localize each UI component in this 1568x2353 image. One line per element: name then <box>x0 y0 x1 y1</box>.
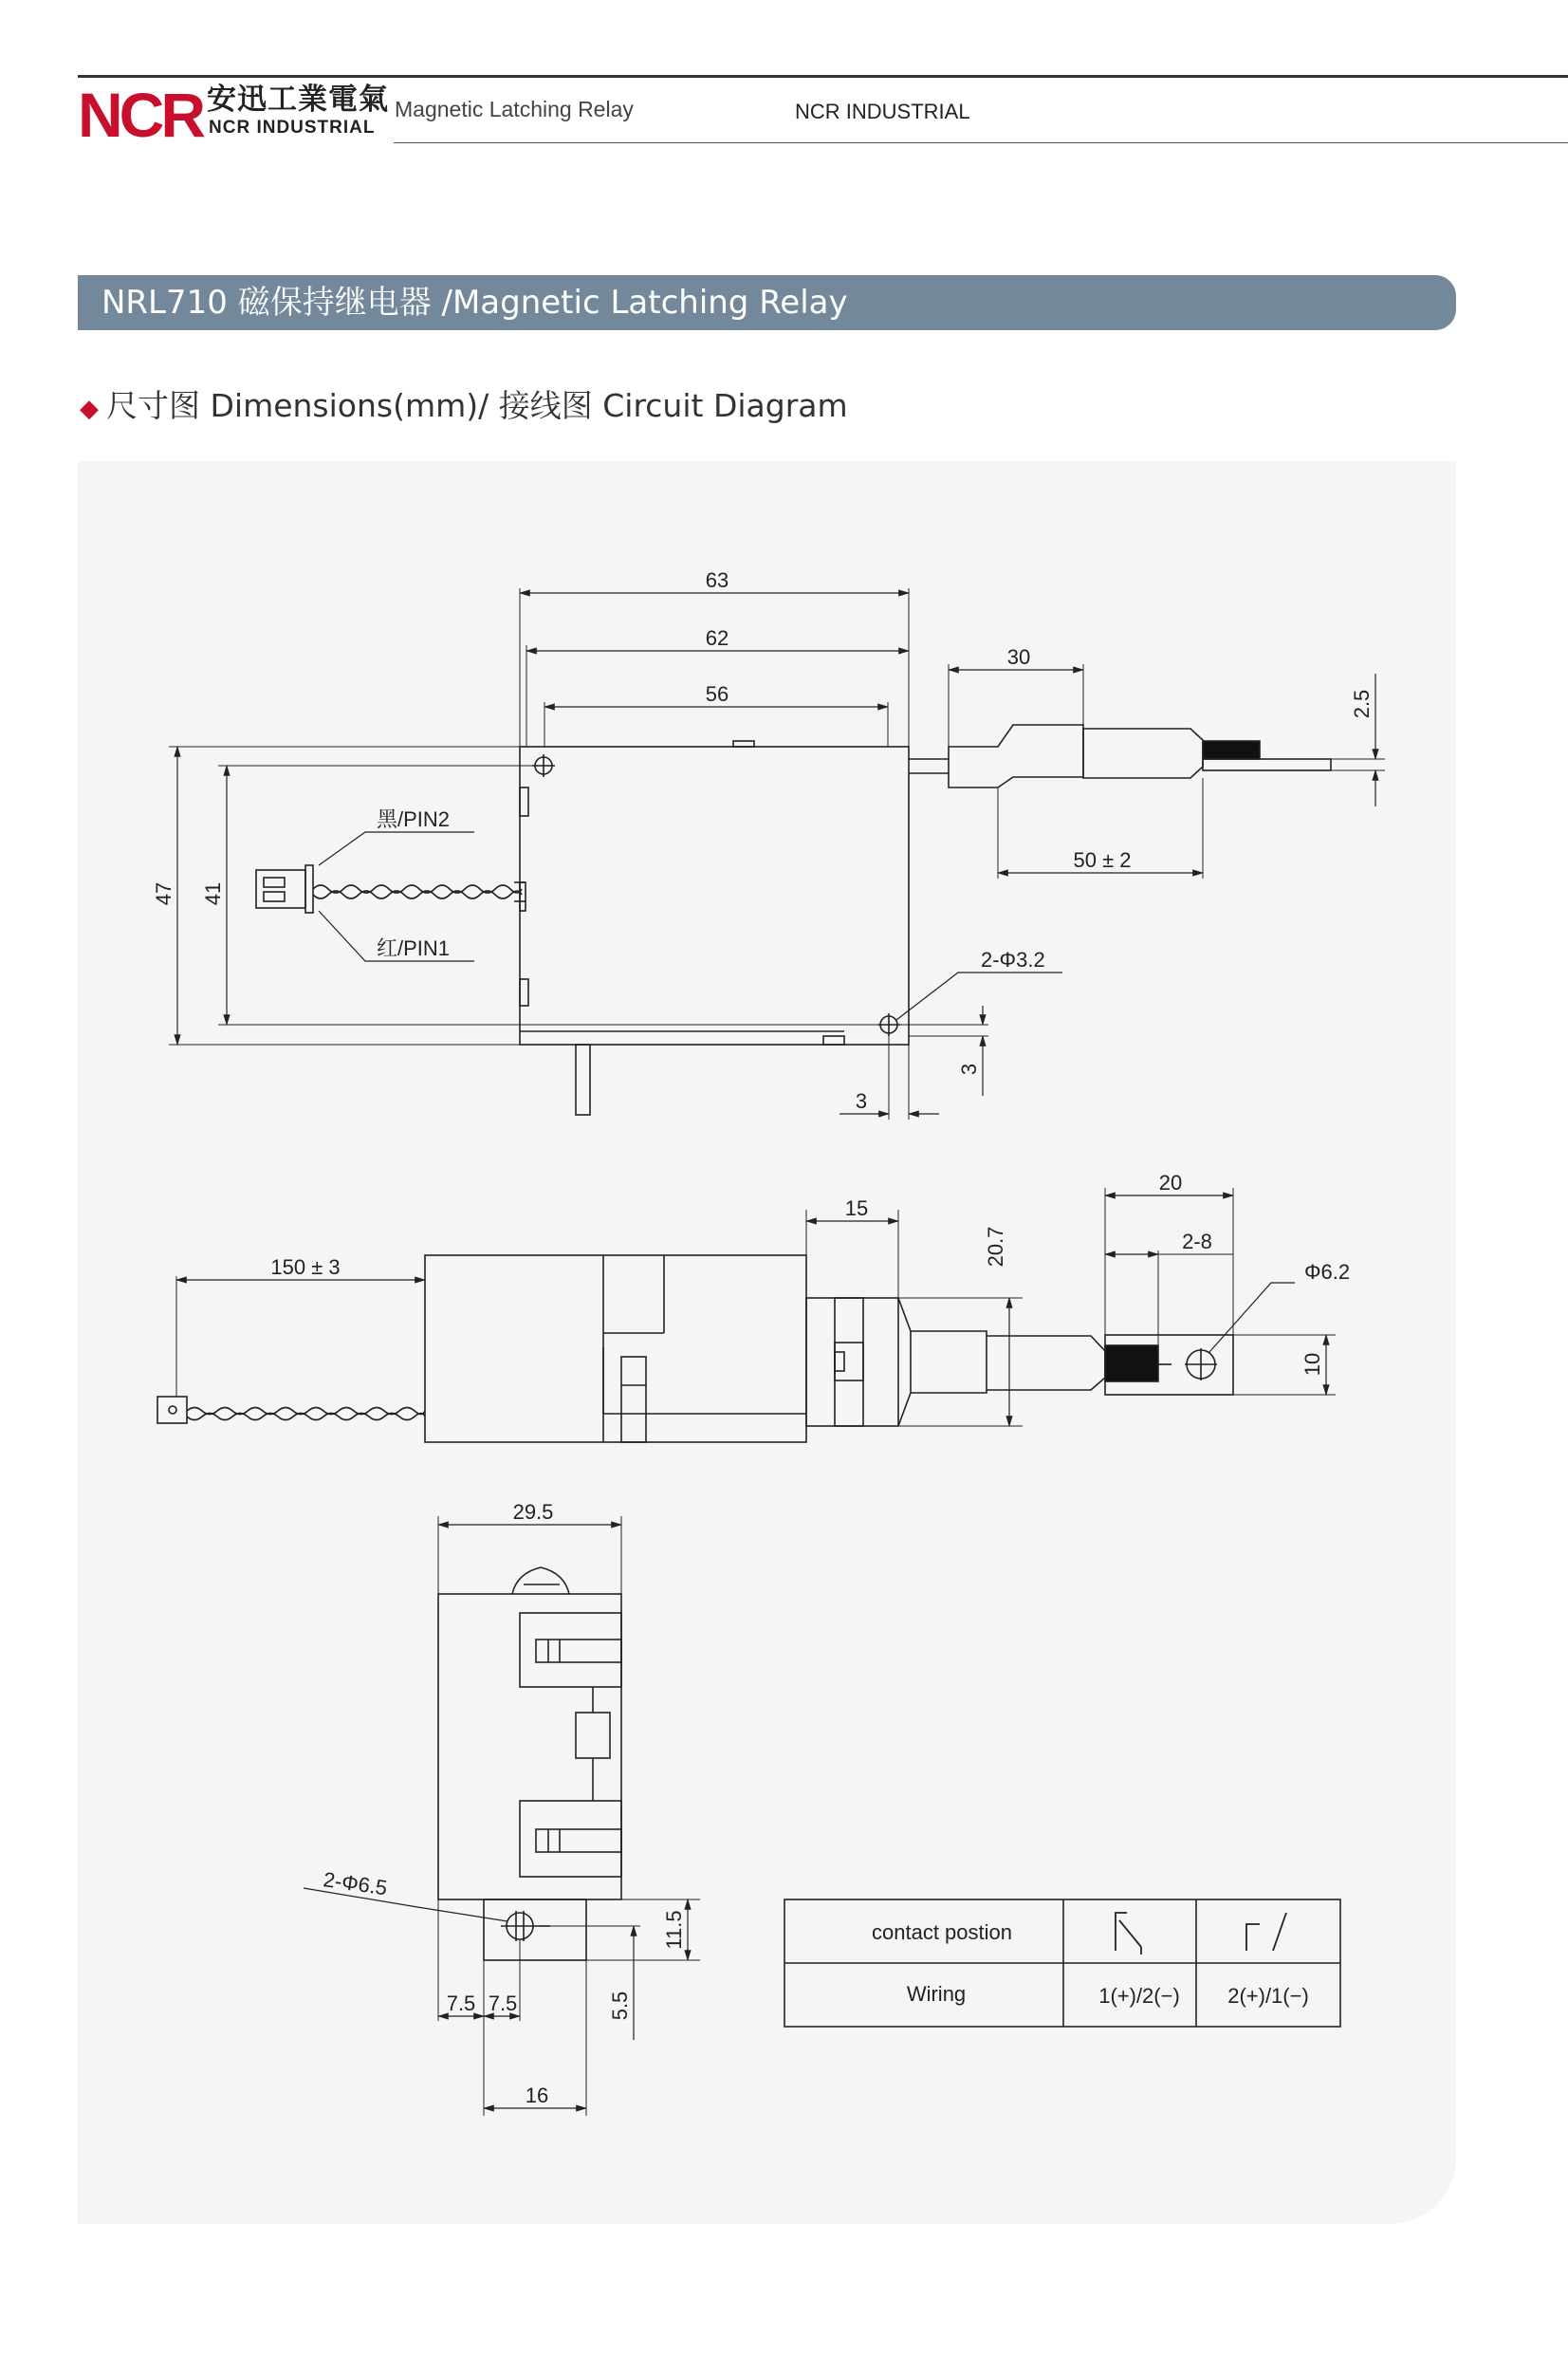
dim-50: 50 ± 2 <box>1073 848 1132 872</box>
dim-16: 16 <box>525 2084 549 2107</box>
logo-chinese-name: 安迅工業電氣 <box>207 83 389 117</box>
dim-150: 150 ± 3 <box>270 1255 341 1279</box>
diamond-bullet-icon: ◆ <box>80 395 99 423</box>
dim-2-5: 2.5 <box>1350 689 1374 719</box>
section-heading-text: 尺寸图 Dimensions(mm)/ 接线图 Circuit Diagram <box>106 387 848 424</box>
header-subtitle: Magnetic Latching Relay <box>395 97 634 121</box>
contact-open-symbol <box>1116 1913 1141 1955</box>
page-title: NRL710 磁保持继电器 /Magnetic Latching Relay <box>101 284 848 322</box>
ncr-logo: NCR <box>78 80 202 150</box>
dim-41: 41 <box>201 881 225 906</box>
dim-11-5: 11.5 <box>662 1910 686 1950</box>
wiring-cell-1: 1(+)/2(−) <box>1098 1984 1180 2008</box>
contact-closed-symbol <box>1246 1913 1286 1951</box>
table-row-wiring: Wiring <box>906 1982 967 2006</box>
dim-5-5: 5.5 <box>608 1991 632 2021</box>
end-view <box>304 1516 700 2116</box>
hole-label-top: 2-Φ3.2 <box>981 948 1045 972</box>
wiring-cell-2: 2(+)/1(−) <box>1227 1984 1309 2008</box>
dim-3-vertical: 3 <box>957 1063 981 1076</box>
dim-56: 56 <box>705 682 729 706</box>
dim-phi-6-2: Φ6.2 <box>1304 1260 1351 1284</box>
pin1-label: 红/PIN1 <box>377 936 451 960</box>
hole-label-end: 2-Φ6.5 <box>322 1867 389 1900</box>
header-company: NCR INDUSTRIAL <box>795 100 970 123</box>
dim-29-5: 29.5 <box>512 1500 554 1524</box>
top-view <box>169 588 1385 1120</box>
dim-63: 63 <box>705 568 729 592</box>
table-row-contact-position: contact postion <box>872 1920 1012 1944</box>
dim-15: 15 <box>844 1196 869 1220</box>
dim-7-5-right: 7.5 <box>488 1992 518 2015</box>
dim-2-8: 2-8 <box>1182 1230 1212 1253</box>
dim-7-5-left: 7.5 <box>446 1992 476 2015</box>
logo-english-name: NCR INDUSTRIAL <box>209 118 376 138</box>
pin2-label: 黑/PIN2 <box>377 807 451 831</box>
dim-62: 62 <box>705 626 729 650</box>
dim-10: 10 <box>1301 1352 1324 1377</box>
side-view <box>157 1188 1336 1442</box>
dim-20-7: 20.7 <box>984 1226 1007 1268</box>
dim-47: 47 <box>152 881 175 906</box>
dim-3-horizontal: 3 <box>855 1089 868 1113</box>
dim-30: 30 <box>1006 645 1031 669</box>
dim-20: 20 <box>1158 1171 1183 1195</box>
relay-body-top <box>520 747 909 1045</box>
